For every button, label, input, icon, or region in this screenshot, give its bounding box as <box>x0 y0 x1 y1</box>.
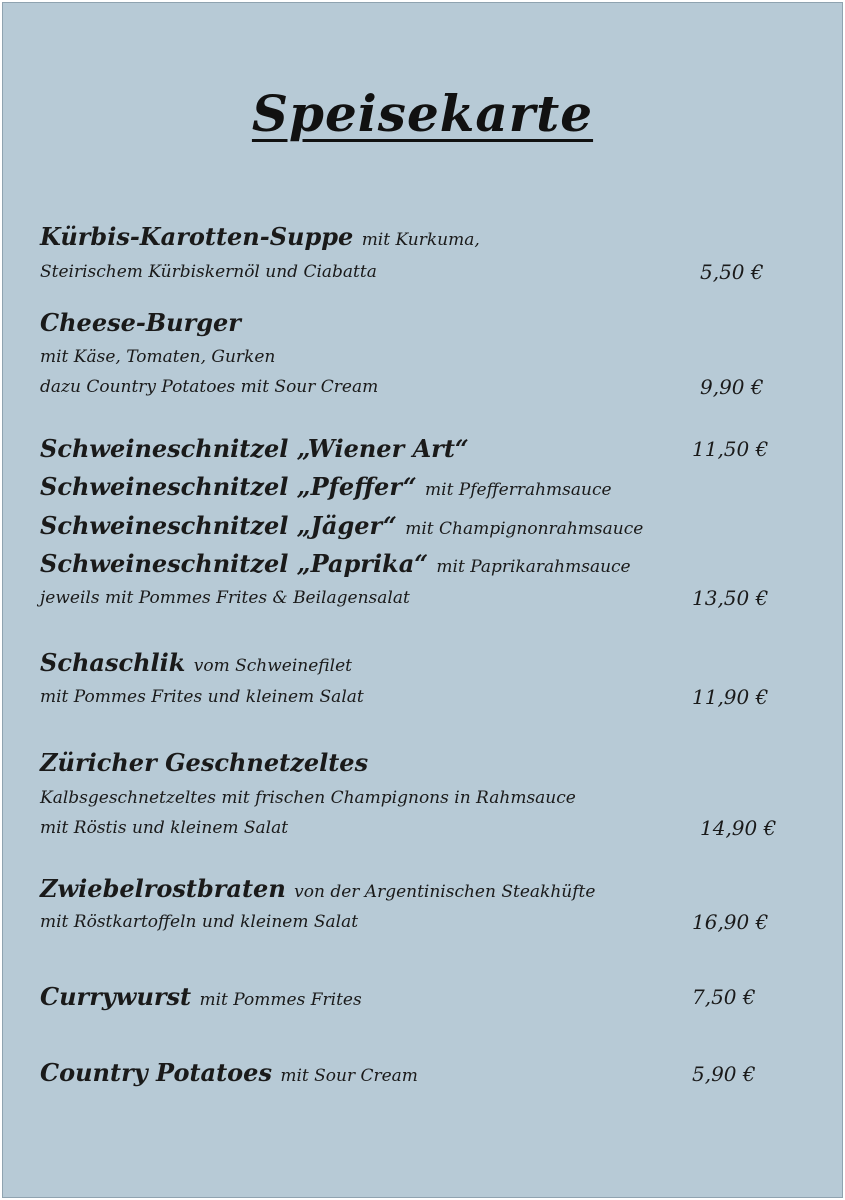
menu-item-name <box>40 874 595 903</box>
menu-title-text: Speisekarte <box>251 84 594 143</box>
menu-item-description: Steirischem Kürbiskernöl und Ciabatta <box>40 262 377 282</box>
menu-item-price: 16,90 € <box>692 910 769 934</box>
item-name-text: Schaschlik <box>40 648 186 677</box>
item-name-text: Currywurst <box>40 982 192 1011</box>
menu-item-price: 5,50 € <box>700 260 764 284</box>
menu-item-description: dazu Country Potatoes mit Sour Cream <box>40 377 379 397</box>
item-name-suffix: mit Pommes Frites <box>199 990 362 1010</box>
menu-item-name <box>40 472 612 501</box>
menu-item-description: mit Käse, Tomaten, Gurken <box>40 347 276 367</box>
menu-item-description: mit Röstis und kleinem Salat <box>40 818 289 838</box>
menu-item-name <box>40 549 631 578</box>
item-name-text: Schweineschnitzel „Jäger“ <box>40 511 397 540</box>
item-name-suffix: von der Argentinischen Steakhüfte <box>294 882 596 902</box>
item-name-text: Kürbis-Karotten-Suppe <box>40 222 354 251</box>
menu-item-price: 9,90 € <box>700 375 764 399</box>
menu-item-price: 14,90 € <box>700 816 777 840</box>
menu-item-price: 5,90 € <box>692 1062 756 1086</box>
item-name-suffix: mit Champignonrahmsauce <box>405 519 644 539</box>
menu-item-description: mit Pommes Frites und kleinem Salat <box>40 687 364 707</box>
item-name-suffix: mit Sour Cream <box>280 1066 418 1086</box>
item-name-suffix: mit Paprikarahmsauce <box>436 557 631 577</box>
menu-item-name: Züricher Geschnetzeltes <box>40 748 369 777</box>
menu-item-name <box>40 648 352 677</box>
menu-item-description: mit Röstkartoffeln und kleinem Salat <box>40 912 359 932</box>
menu-item-price: 11,90 € <box>692 685 769 709</box>
menu-item-name <box>40 1058 418 1087</box>
item-name-text: Country Potatoes <box>40 1058 272 1087</box>
menu-item-price: 13,50 € <box>692 586 769 610</box>
item-name-suffix: vom Schweinefilet <box>193 656 352 676</box>
menu-item-description: jeweils mit Pommes Frites & Beilagensalat <box>40 588 410 608</box>
item-name-suffix: mit Pfefferrahmsauce <box>425 480 612 500</box>
menu-item-price: 11,50 € <box>692 437 769 461</box>
menu-item-price: 7,50 € <box>692 985 756 1009</box>
item-name-text: Zwiebelrostbraten <box>40 874 286 903</box>
menu-item-name <box>40 511 643 540</box>
menu-item-name: Cheese-Burger <box>40 308 241 337</box>
menu-item-name <box>40 982 362 1011</box>
item-name-text: Schweineschnitzel „Pfeffer“ <box>40 472 417 501</box>
menu-item-description: Kalbsgeschnetzeltes mit frischen Champignons in Rahmsauce <box>40 788 576 808</box>
menu-item-name: Schweineschnitzel „Wiener Art“ <box>40 434 469 463</box>
item-name-suffix: mit Kurkuma, <box>361 230 480 250</box>
menu-title <box>0 84 845 143</box>
item-name-text: Schweineschnitzel „Paprika“ <box>40 549 429 578</box>
menu-item-name <box>40 222 480 251</box>
